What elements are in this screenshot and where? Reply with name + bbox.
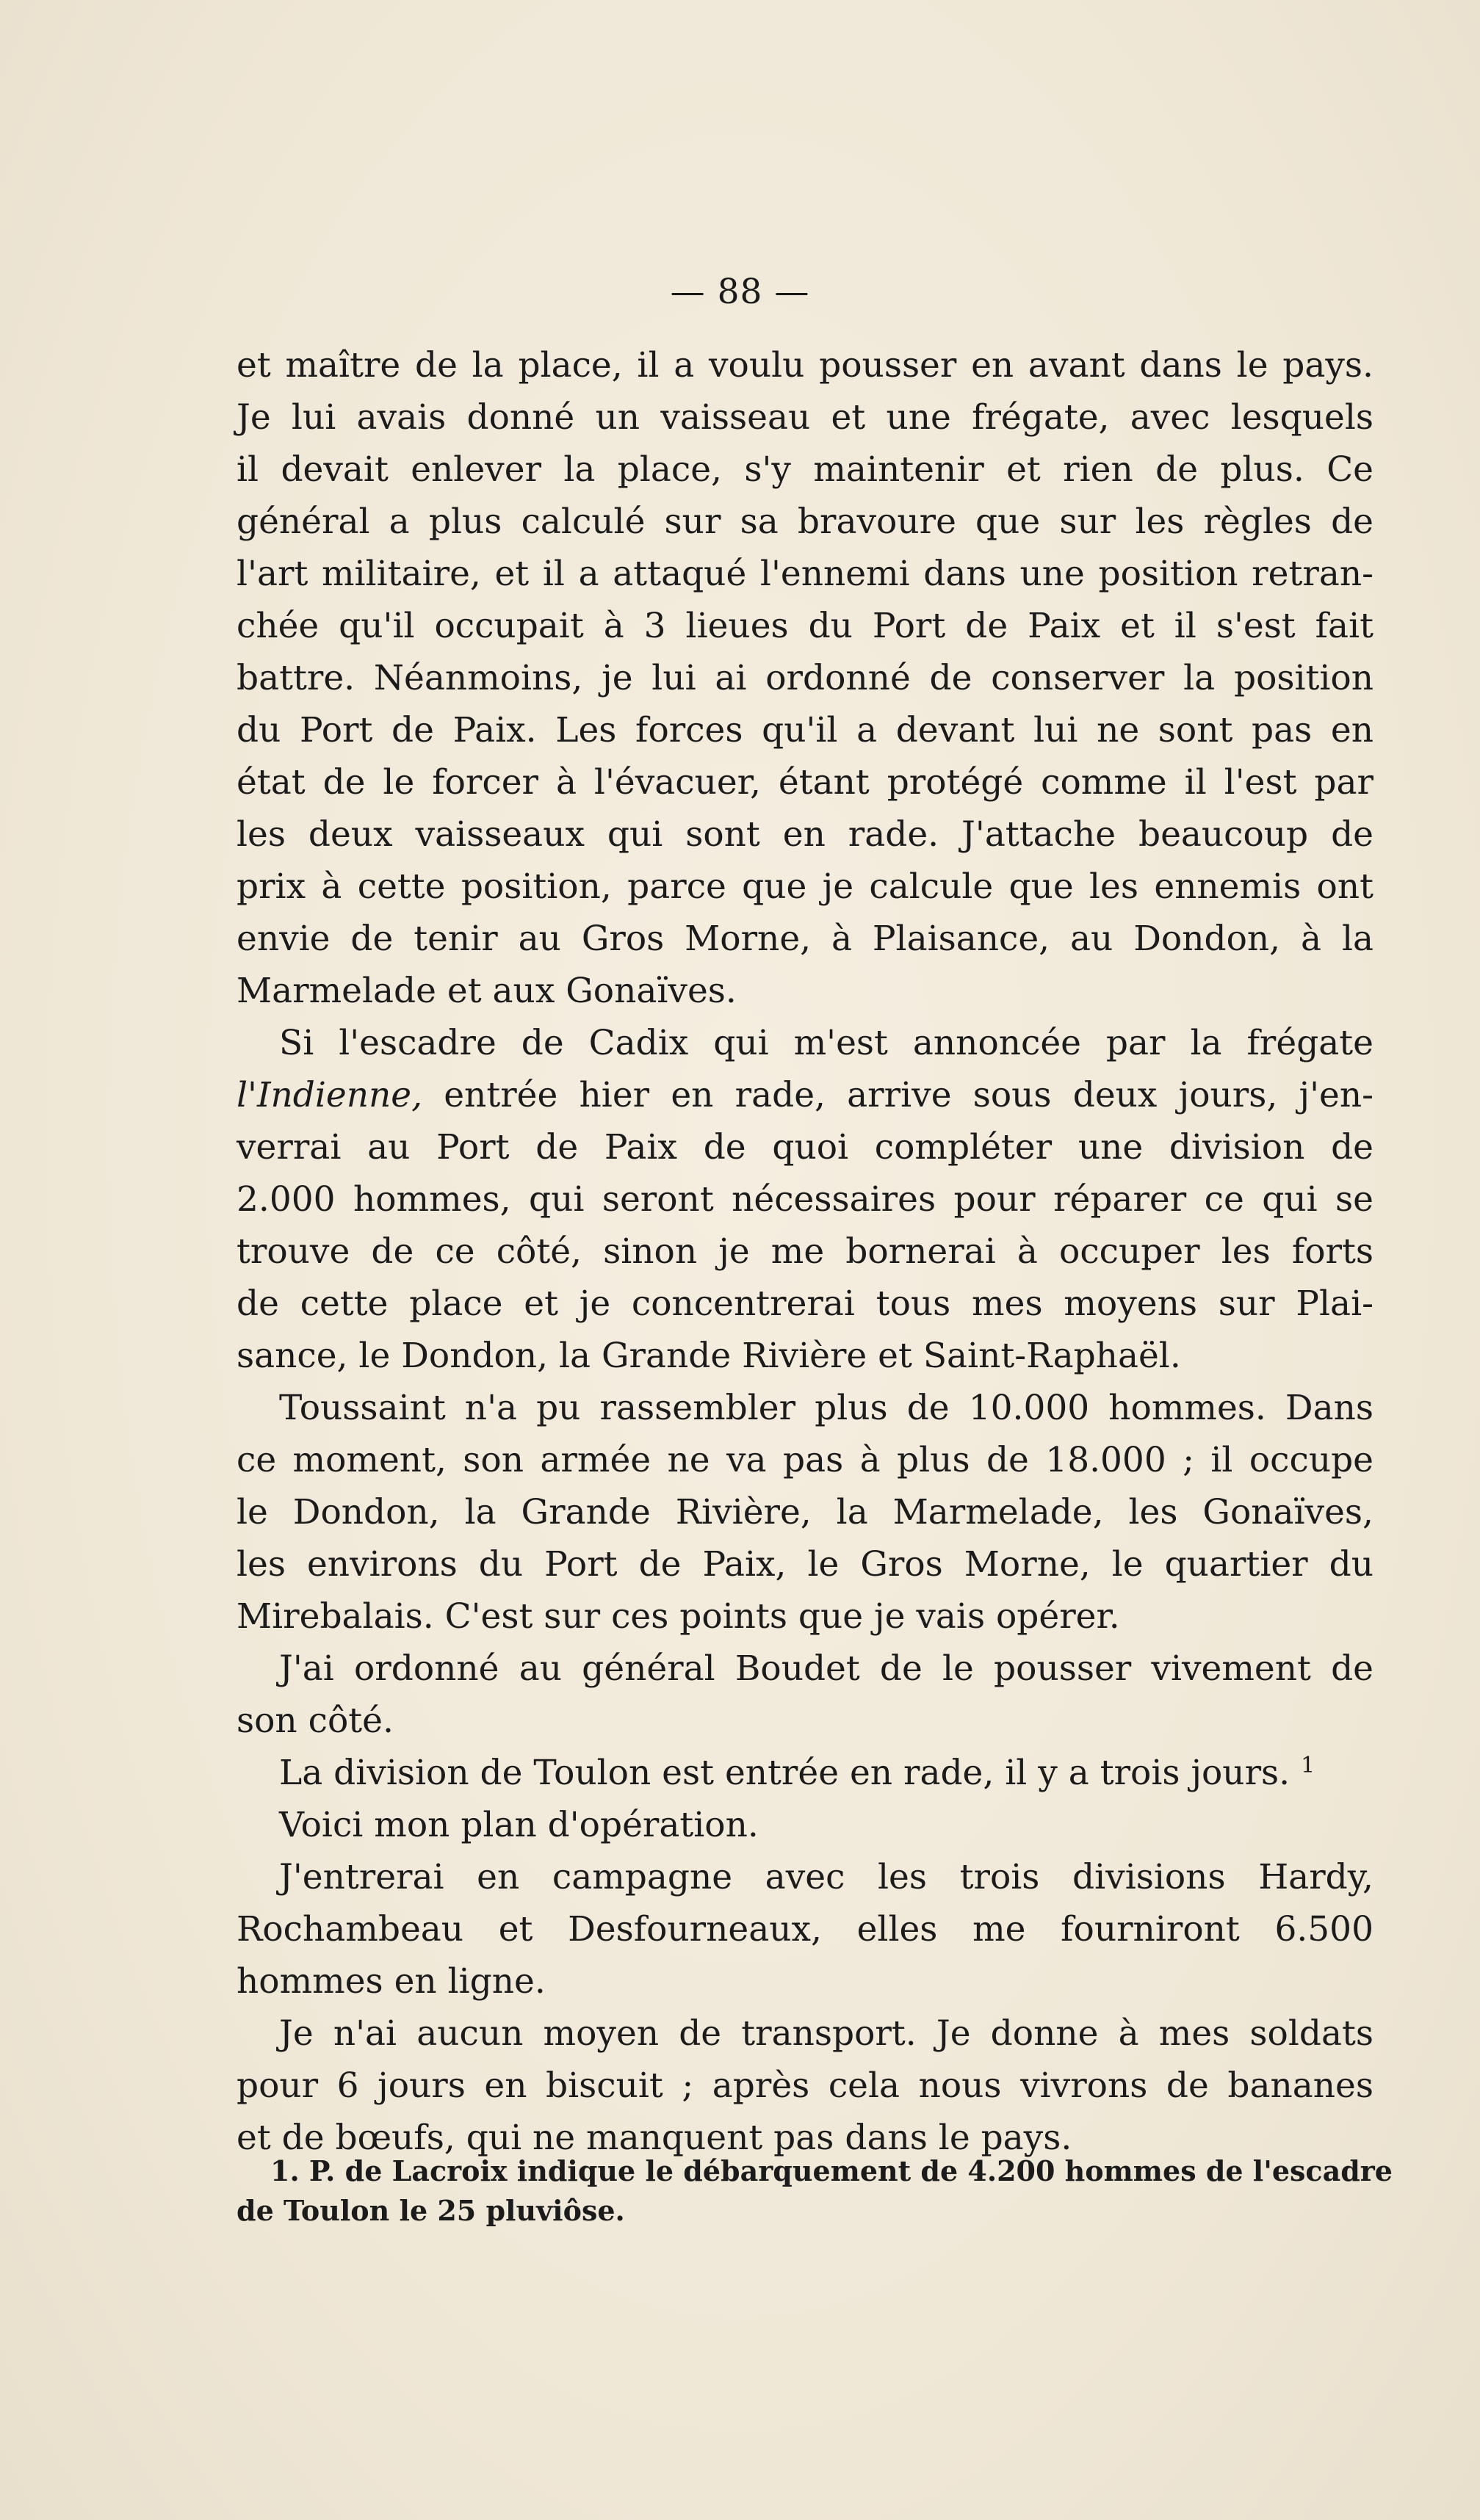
text-line: J'entrerai en campagne avec les trois divisions Hardy, (279, 1857, 1373, 1897)
text-fragment: entrée hier en rade, arrive sous deux jours, j'en- (422, 1075, 1373, 1115)
text-line: prix à cette position, parce que je calcule que les ennemis ont (237, 866, 1373, 907)
text-line (237, 1747, 1373, 1799)
text-line: chée qu'il occupait à 3 lieues du Port de Paix et il s'est fait (237, 606, 1373, 646)
text-line: ce moment, son armée ne va pas à plus de 18.000 ; il occupe (237, 1440, 1373, 1480)
text-line: état de le forcer à l'évacuer, étant protégé comme il l'est par (237, 762, 1373, 803)
text-line: Si l'escadre de Cadix qui m'est annoncée par la frégate (279, 1023, 1373, 1063)
text-line: trouve de ce côté, sinon je me bornerai à occuper les forts (237, 1231, 1373, 1272)
text-line: le Dondon, la Grande Rivière, la Marmelade, les Gonaïves, (237, 1492, 1373, 1532)
text-line: J'ai ordonné au général Boudet de le pousser vivement de (279, 1648, 1373, 1689)
text-line: du Port de Paix. Les forces qu'il a devant lui ne sont pas en (237, 710, 1373, 750)
text-line: de cette place et je concentrerai tous mes moyens sur Plai- (237, 1283, 1373, 1324)
text-line: hommes en ligne. (237, 1961, 546, 2002)
text-line: Rochambeau et Desfourneaux, elles me fourniront 6.500 (237, 1909, 1373, 1949)
text-line: général a plus calculé sur sa bravoure que sur les règles de (237, 502, 1373, 542)
text-line: 2.000 hommes, qui seront nécessaires pour réparer ce qui se (237, 1179, 1373, 1220)
text-line: sance, le Dondon, la Grande Rivière et Saint-Raphaël. (237, 1336, 1181, 1376)
text-line: pour 6 jours en biscuit ; après cela nous vivrons de bananes (237, 2065, 1373, 2106)
text-line: Je lui avais donné un vaisseau et une frégate, avec lesquels (237, 397, 1373, 438)
text-line: et maître de la place, il a voulu pousser en avant dans le pays. (237, 345, 1373, 385)
text-fragment: La division de Toulon est entrée en rade, il y a trois jours. (279, 1753, 1291, 1793)
text-line: envie de tenir au Gros Morne, à Plaisance, au Dondon, à la (237, 919, 1373, 959)
text-line: et de bœufs, qui ne manquent pas dans le pays. (237, 2118, 1072, 2158)
text-line: Mirebalais. C'est sur ces points que je vais opérer. (237, 1596, 1120, 1637)
footnote-line: 1. P. de Lacroix indique le débarquement de 4.200 hommes de l'escadre (270, 2154, 1393, 2187)
text-line: son côté. (237, 1701, 394, 1741)
text-line: Marmelade et aux Gonaïves. (237, 971, 737, 1011)
body-text (237, 339, 1373, 2164)
text-line: verrai au Port de Paix de quoi compléter une division de (237, 1127, 1373, 1167)
footnote-line: de Toulon le 25 pluviôse. (237, 2194, 625, 2227)
text-line: les environs du Port de Paix, le Gros Morne, le quartier du (237, 1544, 1373, 1585)
text-line: Toussaint n'a pu rassembler plus de 10.000 hommes. Dans (279, 1388, 1373, 1428)
footnote (237, 2151, 1393, 2231)
text-line (237, 1069, 1373, 1121)
text-line: il devait enlever la place, s'y maintenir et rien de plus. Ce (237, 449, 1373, 490)
text-line: les deux vaisseaux qui sont en rade. J'attache beaucoup de (237, 814, 1373, 855)
ship-name: l'Indienne, (237, 1075, 423, 1115)
footnote-reference: 1 (1301, 1753, 1315, 1778)
text-line: Je n'ai aucun moyen de transport. Je donne à mes soldats (279, 2013, 1373, 2054)
page-number: — 88 — (670, 272, 810, 312)
text-line: l'art militaire, et il a attaqué l'ennemi dans une position retran- (237, 554, 1373, 594)
text-line: Voici mon plan d'opération. (279, 1805, 759, 1845)
text-line: battre. Néanmoins, je lui ai ordonné de conserver la position (237, 658, 1373, 698)
